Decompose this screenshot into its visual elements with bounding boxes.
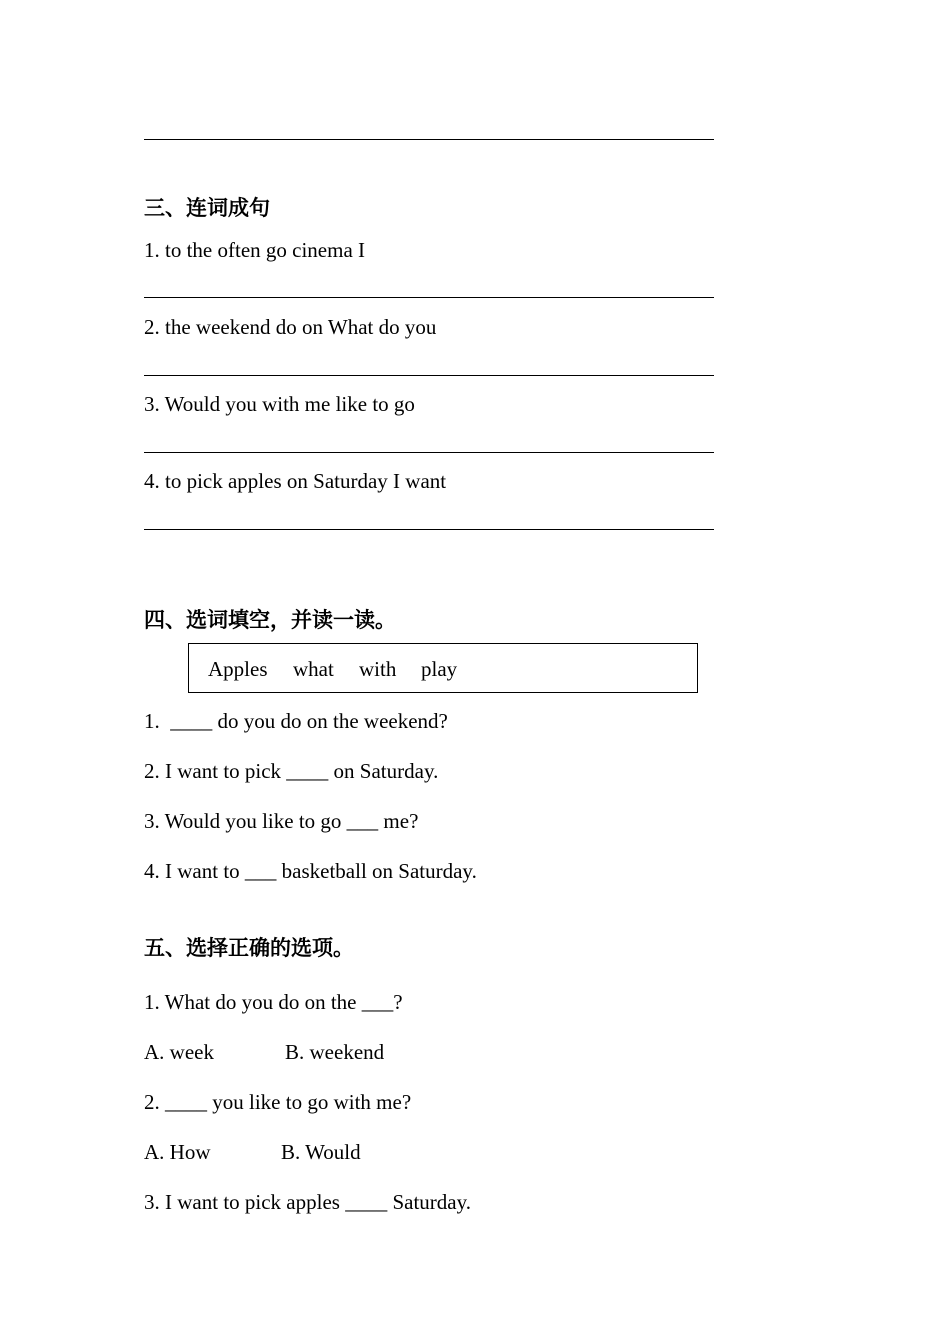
word-bank-word: Apples — [208, 657, 268, 681]
question-text: 3. Would you with me like to go — [144, 392, 415, 416]
option-b: B. Would — [281, 1140, 361, 1164]
section-heading: 四、选词填空，并读一读。 — [144, 608, 396, 632]
answer-line[interactable] — [144, 375, 714, 376]
section-heading: 五、选择正确的选项。 — [144, 936, 354, 960]
question-text: 2. the weekend do on What do you — [144, 315, 437, 339]
answer-line[interactable] — [144, 139, 714, 140]
choice-question: 2. ____ you like to go with me? — [144, 1090, 412, 1114]
word-bank-word: with — [359, 657, 397, 681]
question-text: 4. to pick apples on Saturday I want — [144, 469, 447, 493]
word-bank-word: play — [421, 657, 458, 681]
choice-question: 3. I want to pick apples ____ Saturday. — [144, 1190, 471, 1214]
fill-in-question: 1. ____ do you do on the weekend? — [144, 709, 448, 733]
question-text: 1. to the often go cinema I — [144, 238, 366, 262]
answer-line[interactable] — [144, 452, 714, 453]
answer-line[interactable] — [144, 297, 714, 298]
word-bank-box — [188, 643, 698, 693]
option-a: A. week — [144, 1040, 214, 1064]
choice-question: 1. What do you do on the ___? — [144, 990, 403, 1014]
option-b: B. weekend — [285, 1040, 385, 1064]
fill-in-question: 3. Would you like to go ___ me? — [144, 809, 419, 833]
section-heading: 三、连词成句 — [144, 196, 270, 220]
option-a: A. How — [144, 1140, 211, 1164]
fill-in-question: 2. I want to pick ____ on Saturday. — [144, 759, 439, 783]
word-bank-word: what — [293, 657, 334, 681]
fill-in-question: 4. I want to ___ basketball on Saturday. — [144, 859, 477, 883]
answer-line[interactable] — [144, 529, 714, 530]
